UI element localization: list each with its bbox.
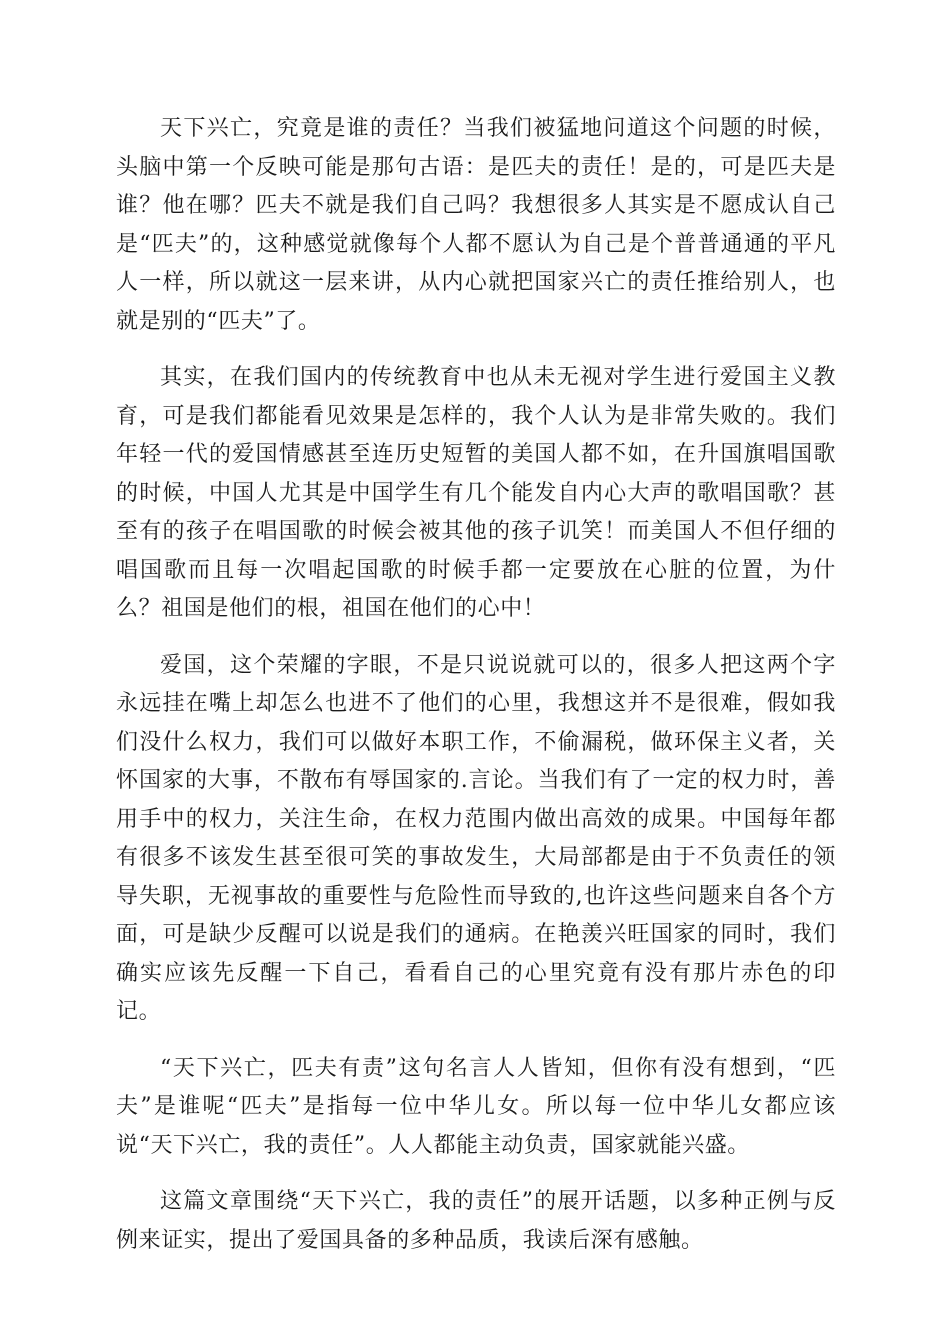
- paragraph-1: 天下兴亡，究竟是谁的责任？当我们被猛地问道这个问题的时候，头脑中第一个反映可能是那句古语：是匹夫的责任！是的，可是匹夫是谁？他在哪？匹夫不就是我们自己吗？我想很多人其实是不愿成认自己是“匹夫”的，这种感觉就像每个人都不愿认为自己是个普普通通的平凡人一样，所以就这一层来讲，从内心就把国家兴亡的责任推给别人，也就是别的“匹夫”了。: [116, 116, 836, 334]
- paragraph-2: 其实，在我们国内的传统教育中也从未无视对学生进行爱国主义教育，可是我们都能看见效果是怎样的，我个人认为是非常失败的。我们年轻一代的爱国情感甚至连历史短暂的美国人都不如，在升国旗唱国歌的时候，中国人尤其是中国学生有几个能发自内心大声的歌唱国歌？甚至有的孩子在唱国歌的时候会被其他的孩子讥笑！而美国人不但仔细的唱国歌而且每一次唱起国歌的时候手都一定要放在心脏的位置，为什么？祖国是他们的根，祖国在他们的心中！: [116, 365, 836, 621]
- paragraph-3: 爱国，这个荣耀的字眼，不是只说说就可以的，很多人把这两个字永远挂在嘴上却怎么也进不了他们的心里，我想这并不是很难，假如我们没什么权力，我们可以做好本职工作，不偷漏税，做环保主义者，关怀国家的大事，不散布有辱国家的.言论。当我们有了一定的权力时，善用手中的权力，关注生命，在权力范围内做出高效的成果。中国每年都有很多不该发生甚至很可笑的事故发生，大局部都是由于不负责任的领导失职，无视事故的重要性与危险性而导致的,也许这些问题来自各个方面，可是缺少反醒可以说是我们的通病。在艳羡兴旺国家的同时，我们确实应该先反醒一下自己，看看自己的心里究竟有没有那片赤色的印记。: [116, 652, 836, 1024]
- paragraph-4: “天下兴亡，匹夫有责”这句名言人人皆知，但你有没有想到，“匹夫”是谁呢“匹夫”是指每一位中华儿女。所以每一位中华儿女都应该说“天下兴亡，我的责任”。人人都能主动负责，国家就能兴盛。: [116, 1055, 836, 1158]
- document-body: [116, 110, 836, 1278]
- paragraph-5: 这篇文章围绕“天下兴亡，我的责任”的展开话题，以多种正例与反例来证实，提出了爱国具备的多种品质，我读后深有感触。: [116, 1189, 836, 1253]
